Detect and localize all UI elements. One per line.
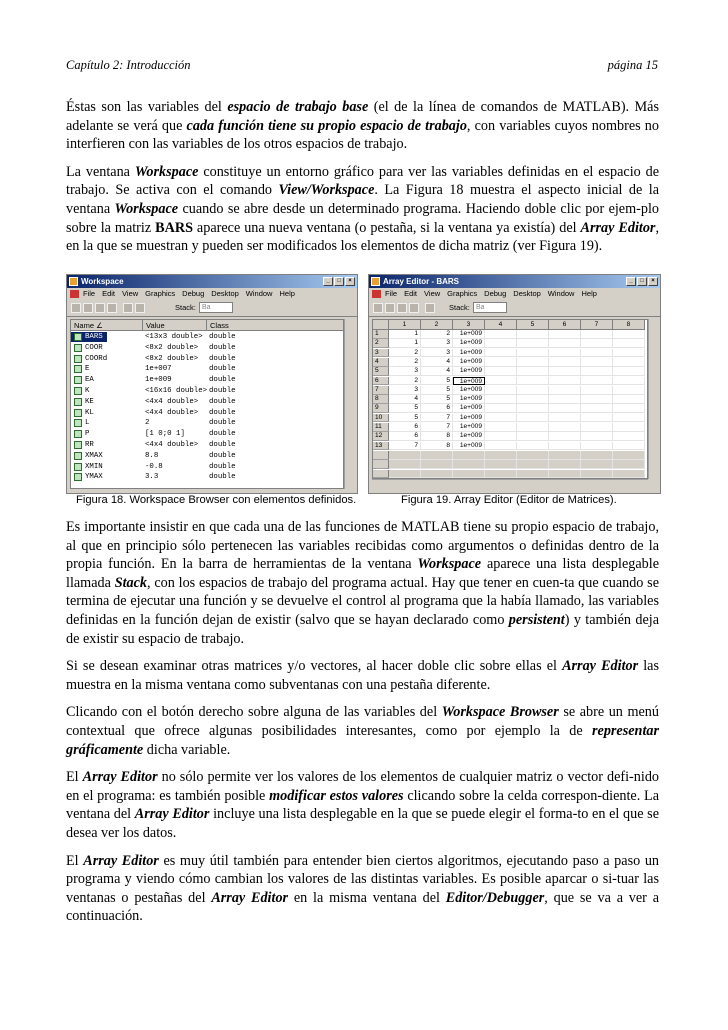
new-variable-icon[interactable]	[71, 303, 81, 313]
close-icon[interactable]: ×	[648, 277, 658, 286]
array-cell[interactable]: 1e+009	[453, 395, 485, 404]
stack-dropdown[interactable]: Ba	[199, 302, 233, 313]
plot-icon[interactable]	[135, 303, 145, 313]
array-cell[interactable]: 1e+009	[453, 414, 485, 423]
array-cell[interactable]	[517, 395, 549, 404]
array-cell[interactable]: 1	[389, 339, 421, 348]
array-cell[interactable]	[485, 377, 517, 386]
array-cell[interactable]: 8	[421, 432, 453, 441]
variable-class: double	[209, 419, 236, 428]
page-header	[66, 58, 658, 76]
workspace-variable-values	[71, 397, 343, 407]
array-cell[interactable]	[549, 367, 581, 376]
row-header[interactable]: 7	[373, 386, 389, 395]
array-cell[interactable]	[549, 460, 581, 469]
workspace-variable-values	[71, 451, 343, 461]
array-cell[interactable]	[517, 470, 549, 479]
variable-value: <4x4 double>	[145, 397, 199, 406]
array-cell[interactable]	[517, 451, 549, 460]
array-cell[interactable]	[613, 460, 645, 469]
paragraph-1: Éstas son las variables del espacio de trabajo base (el de la línea de comandos de MATLAB). Más adelante se verá que cada función tiene su propio espacio de trabajo, con variables cuyos nombres no interfieren con las variables de los otros espacios de trabajo.	[66, 99, 659, 153]
array-cell[interactable]	[613, 395, 645, 404]
array-cell[interactable]: 5	[421, 395, 453, 404]
array-editor-toolbar	[369, 300, 660, 317]
array-cell[interactable]	[549, 470, 581, 479]
array-cell[interactable]: 1e+009	[453, 432, 485, 441]
col-header-class[interactable]: Class	[207, 320, 344, 331]
column-header[interactable]: 6	[549, 320, 581, 330]
array-cell[interactable]	[581, 460, 613, 469]
array-cell[interactable]: 1e+009	[453, 349, 485, 358]
col-header-value[interactable]: Value	[143, 320, 207, 331]
variable-name: YMAX	[85, 473, 103, 482]
row-header[interactable]: 11	[373, 423, 389, 432]
array-cell[interactable]	[485, 386, 517, 395]
menu-debug[interactable]: Debug	[484, 289, 507, 298]
workspace-menubar	[67, 288, 357, 300]
array-cell[interactable]: 3	[389, 386, 421, 395]
workspace-variable-values	[71, 440, 343, 450]
row-header[interactable]: 10	[373, 414, 389, 423]
array-cell[interactable]	[389, 470, 421, 479]
paragraph-6: El Array Editor no sólo permite ver los valores de los elementos de cualquier matriz o vector defi-nido en el programa: es también posible modificar estos valores clicando sobre la celda correspon-diente. La ventana del Array Editor incluye una lista desplegable en la que se puede elegir el forma-to en el que se desea ver los datos.	[66, 769, 660, 841]
array-cell[interactable]: 1e+009	[453, 423, 485, 432]
array-cell[interactable]	[517, 330, 549, 339]
variable-name: EA	[85, 376, 94, 385]
array-cell[interactable]	[517, 404, 549, 413]
array-cell[interactable]	[549, 404, 581, 413]
array-cell[interactable]: 4	[389, 395, 421, 404]
menu-desktop[interactable]: Desktop	[211, 289, 239, 298]
workspace-variable-values	[71, 472, 343, 482]
array-cell[interactable]	[581, 386, 613, 395]
array-cell[interactable]	[581, 367, 613, 376]
workspace-variable-values	[71, 429, 343, 439]
array-cell[interactable]	[549, 349, 581, 358]
variable-class: double	[209, 408, 236, 417]
row-header[interactable]: 1	[373, 330, 389, 339]
variable-class: double	[209, 462, 236, 471]
menu-file[interactable]: File	[385, 289, 398, 298]
array-cell[interactable]: 1	[389, 330, 421, 339]
close-icon[interactable]: ×	[345, 277, 355, 286]
row-header[interactable]: 9	[373, 404, 389, 413]
array-cell[interactable]	[613, 442, 645, 451]
variable-class: double	[209, 473, 236, 482]
array-cell[interactable]	[581, 432, 613, 441]
row-header[interactable]	[373, 460, 389, 469]
paragraph-5: Clicando con el botón derecho sobre alguna de las variables del Workspace Browser se abre un menú contextual que ofrece algunas posibilidades interesantes, como por ejemplo la de representar gráficamente dicha variable.	[66, 704, 659, 758]
array-cell[interactable]: 3	[421, 339, 453, 348]
workspace-window	[66, 274, 358, 494]
array-cell[interactable]	[549, 432, 581, 441]
array-cell[interactable]	[549, 386, 581, 395]
array-editor-grid	[372, 319, 648, 479]
variable-name: K	[85, 387, 90, 395]
array-cell[interactable]	[581, 470, 613, 479]
variable-value: <16x16 double>	[145, 387, 208, 395]
array-cell[interactable]	[581, 330, 613, 339]
variable-value: 3.3	[145, 473, 159, 482]
array-cell[interactable]: 3	[389, 367, 421, 376]
variable-class: double	[209, 365, 236, 374]
array-cell[interactable]: 2	[389, 358, 421, 367]
array-cell[interactable]	[421, 460, 453, 469]
variable-value: 2	[145, 419, 150, 428]
array-cell[interactable]: 6	[389, 423, 421, 432]
body-text	[66, 518, 659, 935]
variable-name: E	[85, 365, 90, 374]
array-cell[interactable]	[517, 339, 549, 348]
array-cell[interactable]	[581, 349, 613, 358]
array-cell[interactable]	[485, 404, 517, 413]
workspace-variable-values	[71, 354, 343, 364]
array-cell[interactable]	[581, 423, 613, 432]
array-cell[interactable]: 2	[389, 349, 421, 358]
workspace-variable-table	[70, 319, 344, 489]
array-cell[interactable]	[485, 395, 517, 404]
array-cell[interactable]	[613, 367, 645, 376]
array-cell[interactable]	[517, 432, 549, 441]
chapter-title: Capítulo 2: Introducción	[66, 58, 191, 72]
workspace-variable-values	[71, 462, 343, 472]
array-cell[interactable]	[485, 358, 517, 367]
array-cell[interactable]	[517, 377, 549, 386]
array-cell[interactable]	[581, 451, 613, 460]
array-cell[interactable]	[517, 414, 549, 423]
array-cell[interactable]	[549, 395, 581, 404]
variable-name: COORd	[85, 354, 108, 363]
array-cell[interactable]	[485, 423, 517, 432]
array-cell[interactable]	[485, 349, 517, 358]
row-header[interactable]	[373, 470, 389, 479]
variable-name: KE	[85, 397, 94, 406]
menu-file[interactable]: File	[83, 289, 96, 298]
row-header[interactable]: 13	[373, 442, 389, 451]
array-editor-hscrollbar[interactable]	[372, 479, 648, 489]
array-cell[interactable]: 1e+009	[453, 358, 485, 367]
array-editor-window	[368, 274, 661, 494]
array-cell[interactable]	[549, 423, 581, 432]
menu-view[interactable]: View	[122, 289, 139, 298]
variable-value: <4x4 double>	[145, 441, 199, 449]
array-cell[interactable]	[581, 442, 613, 451]
paste-icon[interactable]	[397, 303, 407, 313]
copy-icon[interactable]	[385, 303, 395, 313]
workspace-variable-values	[71, 408, 343, 418]
paragraph-7: El Array Editor es muy útil también para entender bien ciertos algoritmos, ejecutando paso a paso un programa y viendo cómo cambian los valores de las distintas variables. Es posible aparcar o si-tuar las ventanas o pestañas del Array Editor en la misma ventana del Editor/Debugger, que se va a ver a continuación.	[66, 852, 660, 925]
array-cell[interactable]	[581, 339, 613, 348]
menu-graphics[interactable]: Graphics	[447, 289, 478, 298]
array-cell[interactable]	[517, 358, 549, 367]
menu-help[interactable]: Help	[279, 289, 295, 298]
stack-dropdown[interactable]: Ba	[473, 302, 507, 313]
menu-help[interactable]: Help	[581, 289, 597, 298]
variable-class: double	[209, 354, 236, 363]
paragraph-2: La ventana Workspace constituye un entorno gráfico para ver las variables definidas en el espacio de trabajo. Se activa con el comando View/Workspace. La Figura 18 muestra el aspecto inicial de la ventana Workspace cuando se abre desde un determinado programa. Haciendo doble clic por ejem-plo sobre la matriz BARS aparece una nueva ventana (o pestaña, si la ventana ya existía) del Array Editor, en la que se muestran y pueden ser modificados los elementos de dicha matriz (ver Figura 19).	[66, 163, 660, 255]
variable-name: XMIN	[85, 462, 103, 471]
array-cell[interactable]: 5	[421, 386, 453, 395]
array-cell[interactable]	[485, 414, 517, 423]
array-cell[interactable]: 2	[389, 377, 421, 386]
array-cell[interactable]	[581, 414, 613, 423]
array-cell[interactable]	[613, 358, 645, 367]
stack-label: Stack:	[175, 303, 196, 312]
array-cell[interactable]	[549, 339, 581, 348]
array-cell[interactable]: 6	[389, 432, 421, 441]
delete-icon[interactable]	[123, 303, 133, 313]
array-cell[interactable]	[421, 451, 453, 460]
array-cell[interactable]	[517, 367, 549, 376]
variable-class: double	[209, 343, 236, 352]
variable-class: double	[209, 333, 236, 341]
cut-icon[interactable]	[373, 303, 383, 313]
array-cell[interactable]: 1e+009	[453, 377, 485, 386]
array-cell[interactable]: 4	[421, 358, 453, 367]
variable-value: 8.8	[145, 451, 159, 460]
array-cell[interactable]	[613, 423, 645, 432]
row-header[interactable]: 12	[373, 432, 389, 441]
row-header[interactable]: 4	[373, 358, 389, 367]
menu-window[interactable]: Window	[547, 289, 575, 298]
paragraph-3: Es importante insistir en que cada una de las funciones de MATLAB tiene su propio espacio de trabajo, al que en principio sólo pertenecen las variables recibidas como argumentos o definidas dentro de la propia función. En la barra de herramientas de la ventana Workspace aparece una lista desplegable llamada Stack, con los espacios de trabajo del programa actual. Hay que tener en cuen-ta que cuando se termina de ejecutar una función y se devuelve el control al programa que la había llamado, las variables definidas en la función dejan de existir (salvo que se hayan declarado como persistent) y también deja de existir su espacio de trabajo.	[66, 519, 659, 647]
menu-view[interactable]: View	[424, 289, 441, 298]
matlab-menu-icon	[70, 290, 79, 298]
matlab-menu-icon	[372, 290, 381, 298]
column-header[interactable]: 8	[613, 320, 645, 330]
array-cell[interactable]: 6	[421, 404, 453, 413]
variable-value: <8x2 double>	[145, 343, 199, 352]
workspace-variable-values	[71, 418, 343, 428]
array-cell[interactable]	[581, 395, 613, 404]
page-number: página 15	[607, 58, 658, 72]
variable-name: L	[85, 419, 90, 428]
array-cell[interactable]: 3	[421, 349, 453, 358]
menu-desktop[interactable]: Desktop	[513, 289, 541, 298]
array-cell[interactable]: 5	[389, 404, 421, 413]
workspace-titlebar[interactable]: Workspace _ □ ×	[67, 275, 357, 288]
workspace-variable-values	[71, 364, 343, 374]
row-header[interactable]: 8	[373, 395, 389, 404]
variable-value: <4x4 double>	[145, 408, 199, 417]
intro-text	[66, 98, 659, 265]
variable-value: 1e+009	[145, 376, 172, 385]
variable-name: BARS	[85, 333, 103, 341]
variable-value: [1 0;0 1]	[145, 430, 185, 439]
array-cell[interactable]	[485, 339, 517, 348]
column-header[interactable]: 1	[389, 320, 421, 330]
array-cell[interactable]	[453, 470, 485, 479]
menu-window[interactable]: Window	[245, 289, 273, 298]
array-cell[interactable]: 8	[421, 442, 453, 451]
array-cell[interactable]	[485, 460, 517, 469]
maximize-icon[interactable]: □	[334, 277, 344, 286]
array-cell[interactable]	[453, 460, 485, 469]
workspace-variable-values	[71, 386, 343, 396]
array-cell[interactable]: 7	[421, 414, 453, 423]
array-cell[interactable]	[613, 432, 645, 441]
column-header[interactable]: 2	[421, 320, 453, 330]
array-cell[interactable]: 1e+009	[453, 339, 485, 348]
array-cell[interactable]	[549, 451, 581, 460]
menu-edit[interactable]: Edit	[404, 289, 418, 298]
variable-value: -0.8	[145, 462, 163, 471]
row-header[interactable]: 6	[373, 377, 389, 386]
row-header[interactable]	[373, 451, 389, 460]
array-cell[interactable]	[485, 470, 517, 479]
array-cell[interactable]	[549, 377, 581, 386]
array-cell[interactable]: 1e+009	[453, 386, 485, 395]
minimize-icon[interactable]: _	[323, 277, 333, 286]
array-cell[interactable]: 1e+009	[453, 367, 485, 376]
array-cell[interactable]	[613, 404, 645, 413]
maximize-icon[interactable]: □	[637, 277, 647, 286]
workspace-variable-values	[71, 343, 343, 353]
array-cell[interactable]	[485, 451, 517, 460]
variable-value: <8x2 double>	[145, 354, 199, 363]
print-icon[interactable]	[409, 303, 419, 313]
array-cell[interactable]: 1e+009	[453, 404, 485, 413]
figure-19-caption: Figura 19. Array Editor (Editor de Matrices).	[401, 494, 617, 506]
array-cell[interactable]: 7	[421, 423, 453, 432]
column-header[interactable]: 4	[485, 320, 517, 330]
col-header-name[interactable]: Name ∠	[71, 320, 143, 331]
menu-edit[interactable]: Edit	[102, 289, 116, 298]
array-cell[interactable]	[453, 451, 485, 460]
array-cell[interactable]	[613, 330, 645, 339]
open-icon[interactable]	[83, 303, 93, 313]
array-cell[interactable]: 5	[389, 414, 421, 423]
variable-class: double	[209, 376, 236, 385]
variable-class: double	[209, 397, 236, 406]
workspace-variable-values	[71, 375, 343, 385]
column-header[interactable]: 7	[581, 320, 613, 330]
array-cell[interactable]	[613, 414, 645, 423]
variable-name: RR	[85, 441, 94, 449]
row-header[interactable]: 3	[373, 349, 389, 358]
array-cell[interactable]	[421, 470, 453, 479]
array-editor-titlebar[interactable]: Array Editor - BARS _ □ ×	[369, 275, 660, 288]
menu-debug[interactable]: Debug	[182, 289, 205, 298]
plot-icon[interactable]	[425, 303, 435, 313]
save-icon[interactable]	[95, 303, 105, 313]
variable-name: XMAX	[85, 451, 103, 460]
array-editor-vscrollbar[interactable]	[648, 319, 658, 479]
array-cell[interactable]	[517, 386, 549, 395]
workspace-app-icon	[69, 277, 78, 286]
array-cell[interactable]	[485, 367, 517, 376]
array-cell[interactable]: 4	[421, 367, 453, 376]
array-cell[interactable]	[485, 432, 517, 441]
variable-name: KL	[85, 408, 94, 417]
array-cell[interactable]	[613, 339, 645, 348]
grid-corner	[373, 320, 389, 330]
row-header[interactable]: 5	[373, 367, 389, 376]
column-header[interactable]: 5	[517, 320, 549, 330]
array-cell[interactable]: 1e+009	[453, 442, 485, 451]
paragraph-4: Si se desean examinar otras matrices y/o vectores, al hacer doble clic sobre ellas el Array Editor las muestra en la misma ventana como subventanas con una pestaña diferente.	[66, 658, 660, 693]
array-cell[interactable]	[485, 330, 517, 339]
column-header[interactable]: 3	[453, 320, 485, 330]
array-cell[interactable]	[581, 404, 613, 413]
variable-name: P	[85, 430, 90, 439]
array-cell[interactable]: 7	[389, 442, 421, 451]
array-cell[interactable]	[389, 451, 421, 460]
array-cell[interactable]	[613, 377, 645, 386]
array-cell[interactable]: 1e+009	[453, 330, 485, 339]
variable-value: 1e+007	[145, 365, 172, 374]
menu-graphics[interactable]: Graphics	[145, 289, 176, 298]
array-cell[interactable]	[613, 386, 645, 395]
array-cell[interactable]	[549, 442, 581, 451]
minimize-icon[interactable]: _	[626, 277, 636, 286]
variable-class: double	[209, 441, 236, 449]
print-icon[interactable]	[107, 303, 117, 313]
variable-value: <13x3 double>	[145, 333, 203, 341]
variable-class: double	[209, 430, 236, 439]
array-cell[interactable]	[581, 377, 613, 386]
array-editor-app-icon	[371, 277, 380, 286]
array-cell[interactable]	[613, 470, 645, 479]
array-cell[interactable]	[517, 423, 549, 432]
variable-name: COOR	[85, 343, 103, 352]
array-cell[interactable]	[517, 460, 549, 469]
row-header[interactable]: 2	[373, 339, 389, 348]
array-cell[interactable]	[517, 349, 549, 358]
array-cell[interactable]	[389, 460, 421, 469]
array-cell[interactable]	[613, 451, 645, 460]
array-cell[interactable]	[549, 358, 581, 367]
array-cell[interactable]: 2	[421, 330, 453, 339]
array-cell[interactable]	[581, 358, 613, 367]
array-cell[interactable]	[485, 442, 517, 451]
workspace-variable-values	[71, 332, 343, 342]
array-cell[interactable]	[517, 442, 549, 451]
array-cell[interactable]	[549, 330, 581, 339]
array-editor-menubar	[369, 288, 660, 300]
figure-18-caption: Figura 18. Workspace Browser con elementos definidos.	[76, 494, 357, 506]
variable-class: double	[209, 387, 236, 395]
variable-class: double	[209, 451, 236, 460]
stack-label: Stack:	[449, 303, 470, 312]
array-cell[interactable]: 5	[421, 377, 453, 386]
workspace-scrollbar[interactable]	[344, 319, 354, 489]
array-cell[interactable]	[549, 414, 581, 423]
workspace-toolbar	[67, 300, 357, 317]
array-cell[interactable]	[613, 349, 645, 358]
